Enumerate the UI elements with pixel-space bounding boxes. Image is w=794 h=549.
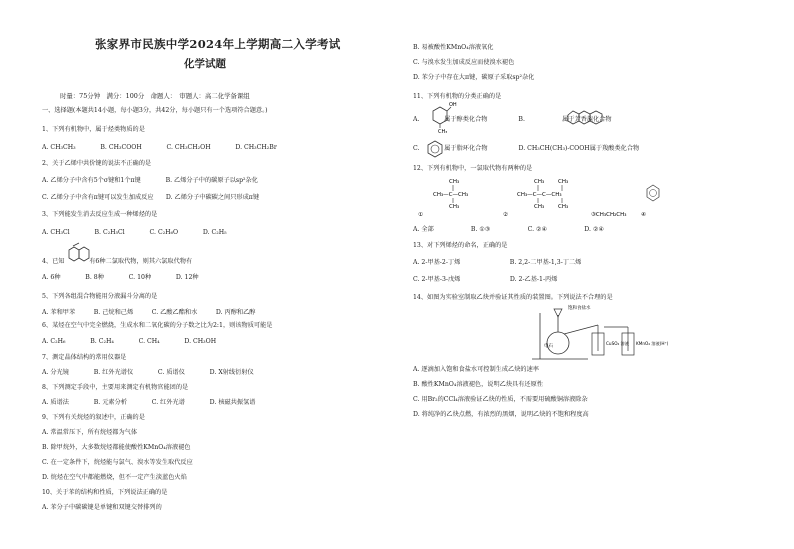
oh-label: OH (449, 102, 457, 108)
apparatus-right-label: KMnO₄ 溶液(H⁺) (636, 341, 668, 346)
question-10: 10、关于苯的结构和性质，下列说法正确的是 (42, 489, 168, 496)
q12-ch3-top-a: CH₃ (449, 179, 460, 185)
q2-options-ab: A. 乙烯分子中含有5个σ键和1个π键 B. 乙烯分子中的碳原子以sp²杂化 (42, 177, 258, 184)
q9-option-c: C. 在一定条件下，烷烃能与氯气、溴水等发生取代反应 (42, 459, 193, 466)
q10-option-b: B. 易被酸性KMnO₄溶液氧化 (413, 44, 494, 51)
q1-options: A. CH₃CH₃ B. CH₃COOH C. CH₃CH₂OH D. CH₃CH₂Br (42, 144, 277, 151)
q11-options-ab: A. 属于醇类化合物 B. 属于芳香族化合物 (413, 116, 612, 123)
q14-option-c: C. 用Br₂的CCl₄溶液验证乙炔的性质，不需要用硫酸铜溶液除杂 (413, 396, 588, 403)
question-5: 5、下列各组混合物能用分液漏斗分离的是 (42, 293, 158, 300)
q12-label-3: ③CH₃CH₂CH₃ (591, 212, 627, 217)
question-12: 12、下列有机物中，一氯取代物有两种的是 (413, 165, 533, 172)
q13-options-ab: A. 2-甲基-2-丁烯 B. 2,2-二甲基-1,3-丁二烯 (413, 259, 582, 266)
q10-option-d: D. 苯分子中存在大π键，碳原子采取sp²杂化 (413, 74, 535, 81)
page-title: 张家界市民族中学2024年上学期高二入学考试 (95, 37, 341, 51)
q2-options-cd: C. 乙烯分子中含有π键可以发生加成反应 D. 乙烯分子中碳碳之间只形成π键 (42, 194, 260, 201)
q13-options-cd: C. 2-甲基-3-戊烯 D. 2-乙基-1-丙烯 (413, 276, 558, 283)
question-7: 7、测定晶体结构的常用仪器是 (42, 354, 127, 361)
q12-ch3-top-b1: CH₃ (534, 179, 545, 185)
apparatus-top-label: 饱和食盐水 (568, 306, 591, 311)
question-1: 1、下列有机物中，属于烃类物质的是 (42, 126, 145, 133)
q4-options: A. 6种 B. 8种 C. 10种 D. 12种 (42, 274, 199, 281)
exam-meta: 时量：75分钟 满分：100分 命题人： 审题人：高二化学备课组 (60, 92, 250, 100)
q9-option-b: B. 除甲烷外，大多数烷烃都能使酸性KMnO₄溶液褪色 (42, 444, 191, 451)
q12-ch3-bot-b1: CH₃ (534, 204, 545, 210)
question-4: 4、已知 有6种二氯取代物，则其六氯取代物有 (42, 258, 193, 265)
q14-option-d: D. 将纯净的乙炔点燃，有浓烈的黑烟，说明乙炔的不饱和程度高 (413, 411, 589, 418)
acetylene-apparatus-figure (528, 303, 668, 363)
apparatus-mid-label: CuSO₄ 溶液 (606, 341, 629, 346)
q12-ch3-bot-b2: CH₃ (558, 204, 569, 210)
q10-option-c: C. 与溴水发生加成反应而使溴水褪色 (413, 59, 515, 66)
question-3: 3、下列能发生消去反应生成一种烯烃的是 (42, 211, 158, 218)
apparatus-left-label: 电石 (544, 344, 553, 349)
q9-option-a: A. 常温常压下，所有烷烃都为气体 (42, 429, 138, 436)
ch3-label: CH₃ (438, 129, 448, 133)
q12-label-2: ② (503, 212, 508, 217)
question-6: 6、某烃在空气中完全燃烧，生成水和二氧化碳的分子数之比为2:1，则该物质可能是 (42, 322, 273, 329)
question-9: 9、下列有关烷烃的叙述中，正确的是 (42, 414, 145, 421)
q12-formula-a: CH₃—C—CH₃ (433, 192, 469, 198)
question-8: 8、下列测定手段中，主要用来测定有机物官能团的是 (42, 384, 189, 391)
q7-options: A. 分光镜 B. 红外光谱仪 C. 质谱仪 D. X射线衍射仪 (42, 369, 254, 376)
question-11: 11、下列有机物的分类正确的是 (413, 93, 502, 100)
q12-ch3-bot-a: CH₃ (449, 204, 460, 210)
q12-ch3-top-b2: CH₃ (558, 179, 569, 185)
q11-options-cd: C. 属于脂环化合物 D. CH₃CH(CH₃)-COOH属于羧酸类化合物 (413, 145, 640, 152)
q5-options: A. 苯和甲苯 B. 己烷和己烯 C. 乙酸乙酯和水 D. 丙醇和乙醇 (42, 309, 256, 316)
q8-options: A. 质谱法 B. 元素分析 C. 红外光谱 D. 核磁共振氢谱 (42, 399, 256, 406)
q12-label-1: ① (418, 212, 423, 217)
q14-option-b: B. 酸性KMnO₄溶液褪色，说明乙炔具有还原性 (413, 381, 543, 388)
q12-structures (413, 175, 693, 217)
q9-option-d: D. 烷烃在空气中都能燃烧，但不一定产生淡蓝色火焰 (42, 474, 187, 481)
q6-options: A. C₂H₆ B. C₂H₄ C. CH₄ D. CH₃OH (42, 338, 217, 345)
q12-label-4: ④ (641, 212, 646, 217)
q3-options: A. CH₃Cl B. C₂H₅Cl C. C₂H₆O D. C₂H₅ (42, 229, 227, 236)
question-14: 14、如图为实验室制取乙炔并验证其性质的装置图。下列说法不合理的是 (413, 294, 613, 301)
q12-formula-b: CH₃—C—C—CH₃ (517, 192, 562, 198)
q14-option-a: A. 逐滴加入饱和食盐水可控制生成乙炔的速率 (413, 366, 539, 373)
question-13: 13、对下列烯烃的命名，正确的是 (413, 242, 508, 249)
section-heading: 一、选择题(本题共14小题，每小题3分，共42分，每小题只有一个选项符合题意。) (42, 107, 268, 114)
q12-options: A. 全部 B. ①③ C. ②④ D. ②④ (413, 226, 605, 233)
page-subtitle: 化学试题 (184, 58, 226, 70)
q10-option-a: A. 苯分子中碳碳键是单键和双键交替排列的 (42, 504, 162, 511)
question-2: 2、关于乙烯中共价键的说法不正确的是 (42, 160, 152, 167)
